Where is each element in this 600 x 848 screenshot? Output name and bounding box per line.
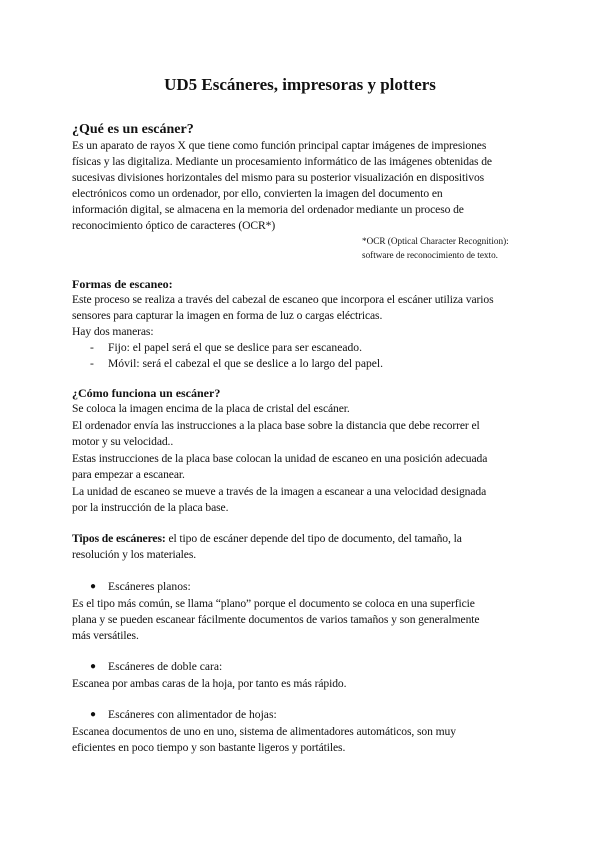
paragraph-line: Escanea documentos de uno en uno, sistema de alimentadores automáticos, son muy — [72, 725, 456, 738]
paragraph-line: reconocimiento óptico de caracteres (OCR*) — [72, 219, 276, 232]
scanner-type-name: Escáneres planos: — [108, 580, 191, 593]
paragraph-line: más versátiles. — [72, 629, 139, 642]
bullet-marker: ● — [90, 661, 97, 672]
footnote-ocr-line: *OCR (Optical Character Recognition): — [362, 236, 509, 246]
paragraph-line: resolución y los materiales. — [72, 548, 197, 561]
paragraph-line: sensores para capturar la imagen en forma de luz o cargas eléctricas. — [72, 309, 383, 322]
bullet-marker: ● — [90, 709, 97, 720]
dash-marker: - — [90, 341, 94, 354]
list-item: Fijo: el papel será el que se deslice para ser escaneado. — [108, 341, 362, 354]
paragraph-line: La unidad de escaneo se mueve a través de la imagen a escanear a una velocidad designada — [72, 485, 487, 498]
paragraph-line: motor y su velocidad.. — [72, 435, 174, 448]
heading-que-es: ¿Qué es un escáner? — [72, 122, 194, 137]
tipos-intro-text: el tipo de escáner depende del tipo de documento, del tamaño, la — [165, 532, 462, 545]
paragraph-line: Se coloca la imagen encima de la placa de cristal del escáner. — [72, 402, 350, 415]
paragraph-line: Es un aparato de rayos X que tiene como función principal captar imágenes de impresiones — [72, 139, 487, 152]
paragraph-line: información digital, se almacena en la memoria del ordenador mediante un proceso de — [72, 203, 464, 216]
paragraph-line: plana y se pueden escanear fácilmente documentos de varios tamaños y son generalmente — [72, 613, 480, 626]
paragraph-line: sucesivas divisiones horizontales del mismo para su posterior visualización en dispositivos — [72, 171, 485, 184]
paragraph-line: El ordenador envía las instrucciones a la placa base sobre la distancia que debe recorrer el — [72, 419, 480, 432]
dash-marker: - — [90, 357, 94, 370]
heading-tipos-escaneres: Tipos de escáneres: — [72, 532, 166, 545]
list-item: Móvil: será el cabezal el que se deslice a lo largo del papel. — [108, 357, 384, 370]
bullet-marker: ● — [90, 581, 97, 592]
heading-formas-escaneo: Formas de escaneo: — [72, 277, 173, 291]
paragraph-line: Escanea por ambas caras de la hoja, por tanto es más rápido. — [72, 677, 347, 690]
scanner-type-name: Escáneres con alimentador de hojas: — [108, 708, 277, 721]
paragraph-line: por la instrucción de la placa base. — [72, 501, 229, 514]
heading-como-funciona: ¿Cómo funciona un escáner? — [72, 386, 221, 400]
paragraph-line: Este proceso se realiza a través del cabezal de escaneo que incorpora el escáner utiliza varios — [72, 293, 494, 306]
tipos-intro-line — [72, 531, 462, 547]
paragraph-line: físicas y las digitaliza. Mediante un procesamiento informático de las imágenes obtenidas de — [72, 155, 492, 168]
paragraph-line: Hay dos maneras: — [72, 325, 154, 338]
footnote-ocr-line: software de reconocimiento de texto. — [362, 250, 498, 260]
paragraph-line: Es el tipo más común, se llama “plano” porque el documento se coloca en una superficie — [72, 597, 475, 610]
paragraph-line: eficientes en poco tiempo y son bastante ligeros y portátiles. — [72, 741, 346, 754]
scanner-type-name: Escáneres de doble cara: — [108, 660, 223, 673]
paragraph-line: Estas instrucciones de la placa base colocan la unidad de escaneo en una posición adecuada — [72, 452, 488, 465]
paragraph-line: para empezar a escanear. — [72, 468, 185, 481]
paragraph-line: electrónicos como un ordenador, por ello, convierten la imagen del documento en — [72, 187, 443, 200]
document-title: UD5 Escáneres, impresoras y plotters — [164, 75, 436, 94]
